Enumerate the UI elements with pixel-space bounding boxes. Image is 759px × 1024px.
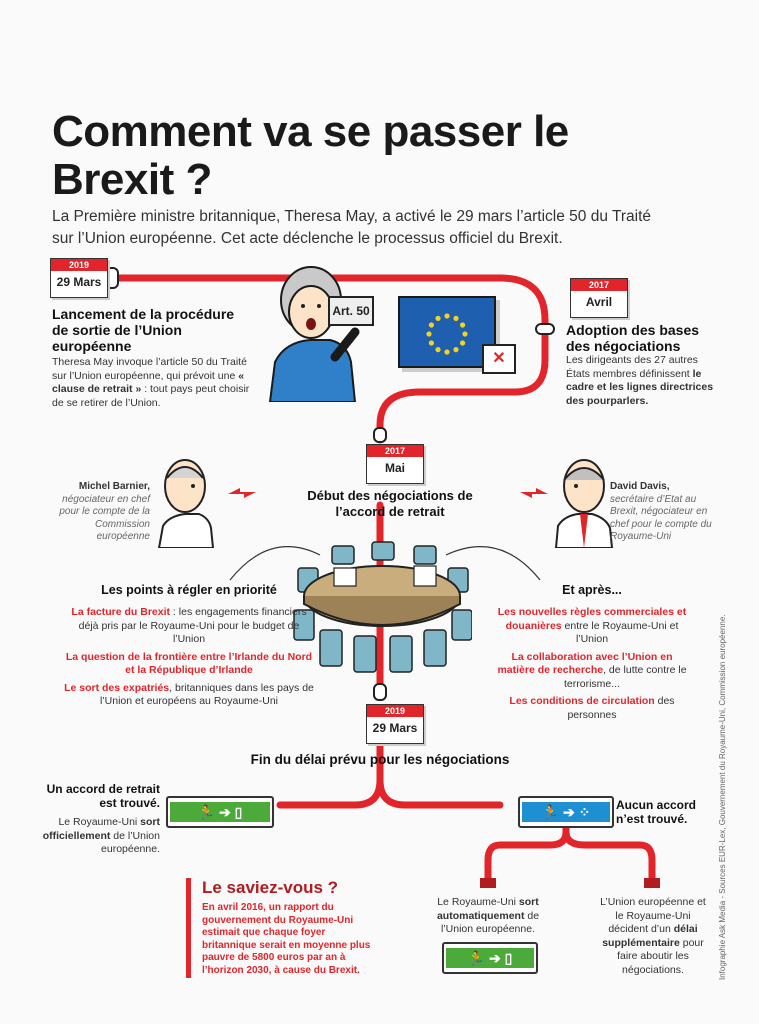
outcome-deal-text-post: de l’Union européenne.	[101, 829, 160, 855]
step2-heading: Adoption des bases des négociations	[566, 322, 700, 354]
calendar-date: 29 Mars	[56, 275, 102, 289]
calendar-date: Avril	[585, 295, 613, 309]
outcome-deal-text-bold: sort officiellement	[42, 816, 160, 842]
nodeal-a-text-post: de l’Union européenne.	[441, 909, 540, 935]
nodeal-a-text	[428, 896, 548, 937]
outcome-deal-text	[40, 816, 160, 857]
after-heading: Et après...	[562, 583, 622, 597]
barnier-name: Michel Barnier,	[78, 481, 150, 492]
calendar-year: 2017	[571, 279, 627, 291]
nodeal-b-text-bold: délai supplémentaire	[602, 923, 698, 949]
after-item-red: Les nouvelles règles commerciales et douanières	[497, 606, 687, 632]
page-title: Comment va se passer le Brexit ?	[52, 107, 569, 204]
saviez-box	[186, 878, 386, 977]
priorities-heading: Les points à régler en priorité	[101, 583, 277, 597]
priority-item-red: La facture du Brexit	[71, 606, 171, 618]
exit-sign-green: 🏃 ➔ ▯	[446, 948, 534, 968]
after-item	[492, 695, 692, 722]
after-item-rest: , de lutte contre le terrorisme...	[563, 664, 687, 690]
calendar-date: Mai	[384, 461, 405, 475]
nodeal-b-text-post: pour faire aboutir les négociations.	[617, 936, 704, 976]
emergency-exit-icon	[442, 942, 538, 974]
exit-sign-green: 🏃 ➔ ▯	[170, 802, 270, 822]
nodeal-a-text-bold: sort automatiquement	[436, 896, 539, 922]
after-item-rest: entre le Royaume-Uni et l’Union	[561, 619, 679, 645]
exit-sign-blue: 🏃 ➔ ⁘	[522, 802, 610, 822]
priority-item	[64, 682, 314, 709]
nodeal-a-text-pre: Le Royaume-Uni	[437, 896, 519, 908]
saviez-bar	[186, 878, 191, 978]
saviez-heading: Le saviez-vous ?	[202, 878, 339, 897]
outcome-deal	[40, 782, 160, 857]
article-50-sign: Art. 50	[328, 296, 374, 326]
cross-icon: ✕	[482, 344, 516, 374]
step4-heading: Fin du délai prévu pour les négociations	[250, 752, 510, 767]
barnier-role: négociateur en chef pour le compte de la Commission européenne	[59, 493, 150, 542]
davis-role: secrétaire d’Etat au Brexit, négociateur en chef pour le compte du Royaume-Uni	[610, 493, 712, 542]
priority-item-red: La question de la frontière entre l’Irlande du Nord et la République d’Irlande	[65, 650, 313, 676]
intro-text: La Première ministre britannique, Theresa May, a activé le 29 mars l’article 50 du Traité sur l’Union européenne. Cet acte déclenche le processus officiel du Brexit.	[52, 208, 652, 247]
priority-item-red: Le sort des expatriés	[64, 681, 170, 694]
nodeal-b-text-pre: L’Union européenne et le Royaume-Uni décident d’un	[600, 896, 706, 935]
step1-text-post: : tout pays peut choisir de se retirer de l’Union.	[52, 383, 250, 409]
priorities-block	[64, 582, 314, 709]
priority-item-rest: : les engagements financiers déjà pris par le Royaume-Uni pour le budget de l’Union	[78, 606, 307, 645]
step2-text-bold: le cadre et les lignes directrices des pourparlers.	[566, 367, 714, 407]
after-item	[492, 651, 692, 692]
emergency-exit-icon	[166, 796, 274, 828]
calendar-year: 2017	[367, 445, 423, 457]
priority-item-rest: , britanniques dans les pays de l’Union et européens au Royaume-Uni	[99, 681, 314, 707]
meeting-table-icon	[292, 538, 472, 678]
saviez-text: En avril 2016, un rapport du gouvernement du Royaume-Uni estimait que chaque foyer britannique serait en moyenne plus pauvre de 5800 euros par an à l’horizon 2030, à cause du Brexit.	[202, 902, 371, 976]
priority-item	[64, 651, 314, 678]
after-item-rest: des personnes	[567, 695, 675, 721]
credit-line	[718, 600, 732, 980]
calendar-year: 2019	[367, 705, 423, 717]
step3-heading: Début des négociations de l’accord de retrait	[307, 488, 473, 519]
calendar-year: 2019	[51, 259, 107, 271]
step1-heading: Lancement de la procédure de sortie de l’Union européenne	[52, 306, 235, 354]
priority-item	[64, 606, 314, 647]
calendar-icon	[366, 704, 424, 744]
step1-text-pre: Theresa May invoque l’article 50 du Traité sur l’Union européenne, qui prévoit une	[52, 356, 247, 382]
outcome-deal-text-pre: Le Royaume-Uni	[58, 816, 141, 828]
after-item	[492, 606, 692, 647]
outcome-deal-heading: Un accord de retrait est trouvé.	[46, 782, 160, 810]
after-item-red: Les conditions de circulation	[509, 695, 655, 707]
calendar-date: 29 Mars	[372, 721, 418, 735]
step2-text-pre: Les dirigeants des 27 autres États membres définissent	[566, 354, 698, 380]
after-block	[492, 582, 692, 722]
step1-text-bold: « clause de retrait »	[52, 369, 245, 395]
after-item-red: La collaboration avec l’Union en matière de recherche	[497, 650, 673, 676]
credit-text: Infographie Ask Media - Sources EUR-Lex, Gouvernement du Royaume-Uni, Commission européenne.	[718, 614, 727, 980]
davis-name: David Davis,	[610, 481, 670, 492]
outcome-nodeal-heading: Aucun accord n’est trouvé.	[616, 798, 697, 826]
emergency-exit-icon	[518, 796, 614, 828]
nodeal-b-text	[598, 896, 708, 977]
